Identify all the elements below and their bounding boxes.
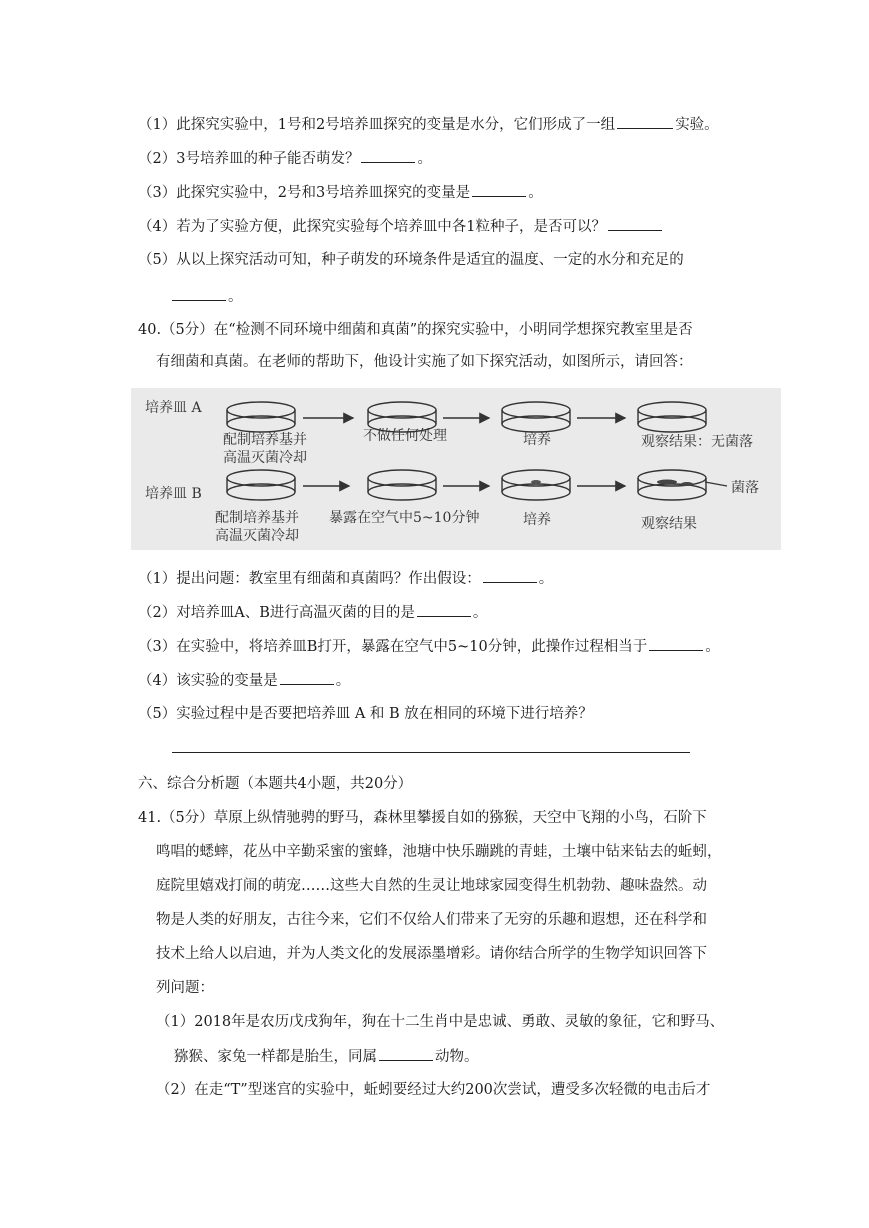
answer-blank[interactable]: [280, 670, 334, 685]
answer-blank[interactable]: [172, 286, 226, 301]
q39-item-3: [138, 182, 543, 203]
q41-line6: 列问题：: [156, 980, 214, 996]
q39-item-5-suffix: 。: [228, 289, 243, 305]
petri-dish-icon: [638, 402, 706, 432]
answer-blank[interactable]: [617, 114, 673, 129]
q40-item-3-suffix: 。: [705, 639, 720, 655]
q40-item-2-text: （2）对培养皿A、B进行高温灭菌的目的是: [138, 605, 415, 621]
a-step3: 培养: [523, 432, 551, 448]
petri-dish-icon: [227, 402, 295, 432]
q40-stem-line2: 有细菌和真菌。在老师的帮助下，他设计实施了如下探究活动，如图所示，请回答：: [156, 354, 693, 370]
answer-blank[interactable]: [649, 636, 703, 651]
section-6-title: 六、综合分析题（本题共4小题，共20分）: [138, 776, 413, 792]
q40-item-4-text: （4）该实验的变量是: [138, 673, 278, 689]
q40-item-4-suffix: 。: [335, 673, 351, 689]
q41-line3: 庭院里嬉戏打闹的萌宠……这些大自然的生灵让地球家园变得生机勃勃、趣味盎然。动: [156, 878, 707, 894]
b-step2: 暴露在空气中5~10分钟: [329, 510, 480, 526]
b-step1-line2: 高温灭菌冷却: [215, 528, 299, 544]
b-step4: 观察结果: [641, 516, 697, 532]
q39-item-2-text: （2）3号培养皿的种子能否萌发？: [138, 151, 360, 167]
q39-item-3-text: （3）此探究实验中，2号和3号培养皿探究的变量是: [138, 185, 471, 201]
q40-item-2: [138, 602, 487, 623]
q41-line1: 41.（5分）草原上纵情驰骋的野马，森林里攀援自如的猕猴，天空中飞翔的小鸟，石阶下: [138, 810, 707, 826]
answer-blank[interactable]: [483, 568, 537, 583]
petri-dish-icon: [502, 470, 570, 500]
q41-item-1-line2: [174, 1046, 479, 1067]
q40-item-1-suffix: 。: [538, 571, 554, 587]
b-step1-line1: 配制培养基并: [215, 510, 299, 526]
petri-dish-experiment-figure: [131, 388, 781, 550]
a-step4: 观察结果：无菌落: [641, 434, 753, 450]
answer-line-full[interactable]: [172, 752, 690, 753]
answer-blank[interactable]: [608, 216, 662, 231]
q40-item-1-text: （1）提出问题：教室里有细菌和真菌吗？作出假设：: [138, 571, 481, 587]
petri-dish-icon: [368, 470, 436, 500]
q39-item-2-suffix: 。: [417, 151, 432, 167]
q39-item-5-text: （5）从以上探究活动可知，种子萌发的环境条件是适宜的温度、一定的水分和充足的: [138, 252, 684, 268]
q40-item-5: （5）实验过程中是否要把培养皿 A 和 B 放在相同的环境下进行培养？: [138, 706, 593, 722]
q40-item-1: [138, 568, 553, 589]
petri-dish-icon: [227, 470, 295, 500]
q40-stem-line1: 40.（5分）在“检测不同环境中细菌和真菌”的探究实验中，小明同学想探究教室里是否: [138, 322, 693, 338]
q39-item-1-suffix: 实验。: [675, 117, 719, 133]
q41-item-1-line1: （1）2018年是农历戊戌狗年，狗在十二生肖中是忠诚、勇敢、灵敏的象征，它和野马、: [156, 1014, 725, 1030]
answer-blank[interactable]: [379, 1046, 433, 1061]
q41-item-2-line1: （2）在走“T”型迷宫的实验中，蚯蚓要经过大约200次尝试，遭受多次轻微的电击后才: [156, 1082, 711, 1098]
q39-item-4-text: （4）若为了实验方便，此探究实验每个培养皿中各1粒种子，是否可以？: [138, 219, 606, 235]
row-b-label: 培养皿 B: [145, 486, 202, 502]
a-step2: 不做任何处理: [363, 428, 447, 444]
q39-item-4: [138, 216, 664, 237]
a-step1-line2: 高温灭菌冷却: [223, 450, 307, 466]
q41-item-1-text: 猕猴、家兔一样都是胎生，同属: [174, 1049, 377, 1065]
q40-item-3-text: （3）在实验中，将培养皿B打开，暴露在空气中5~10分钟，此操作过程相当于: [138, 639, 648, 655]
q41-item-1-suffix: 动物。: [435, 1049, 479, 1065]
row-a-label: 培养皿 A: [145, 400, 202, 416]
petri-dish-with-colonies-icon: [638, 470, 706, 500]
colony-label: 菌落: [731, 480, 759, 496]
q40-item-4: [138, 670, 350, 691]
answer-blank[interactable]: [417, 602, 471, 617]
q40-item-3: [138, 636, 720, 657]
q41-line2: 鸣唱的蟋蟀，花丛中辛勤采蜜的蜜蜂，池塘中快乐蹦跳的青蛙，土壤中钻来钻去的蚯蚓，: [156, 844, 722, 860]
q40-item-2-suffix: 。: [472, 605, 488, 621]
q39-item-5: [138, 250, 684, 270]
colony-pointer-line: [705, 482, 727, 486]
q39-item-5-cont: [170, 286, 243, 307]
answer-blank[interactable]: [361, 148, 415, 163]
q39-item-1-text: （1）此探究实验中，1号和2号培养皿探究的变量是水分，它们形成了一组: [138, 117, 616, 133]
q39-item-1: [138, 114, 719, 135]
petri-dish-icon: [502, 402, 570, 432]
q39-item-3-suffix: 。: [528, 185, 543, 201]
answer-blank[interactable]: [472, 182, 526, 197]
a-step1-line1: 配制培养基并: [223, 432, 307, 448]
q41-line4: 物是人类的好朋友，古往今来，它们不仅给人们带来了无穷的乐趣和遐想，还在科学和: [156, 912, 707, 928]
q41-line5: 技术上给人以启迪，并为人类文化的发展添墨增彩。请你结合所学的生物学知识回答下: [156, 946, 707, 962]
q39-item-2: [138, 148, 432, 169]
b-step3: 培养: [523, 512, 551, 528]
